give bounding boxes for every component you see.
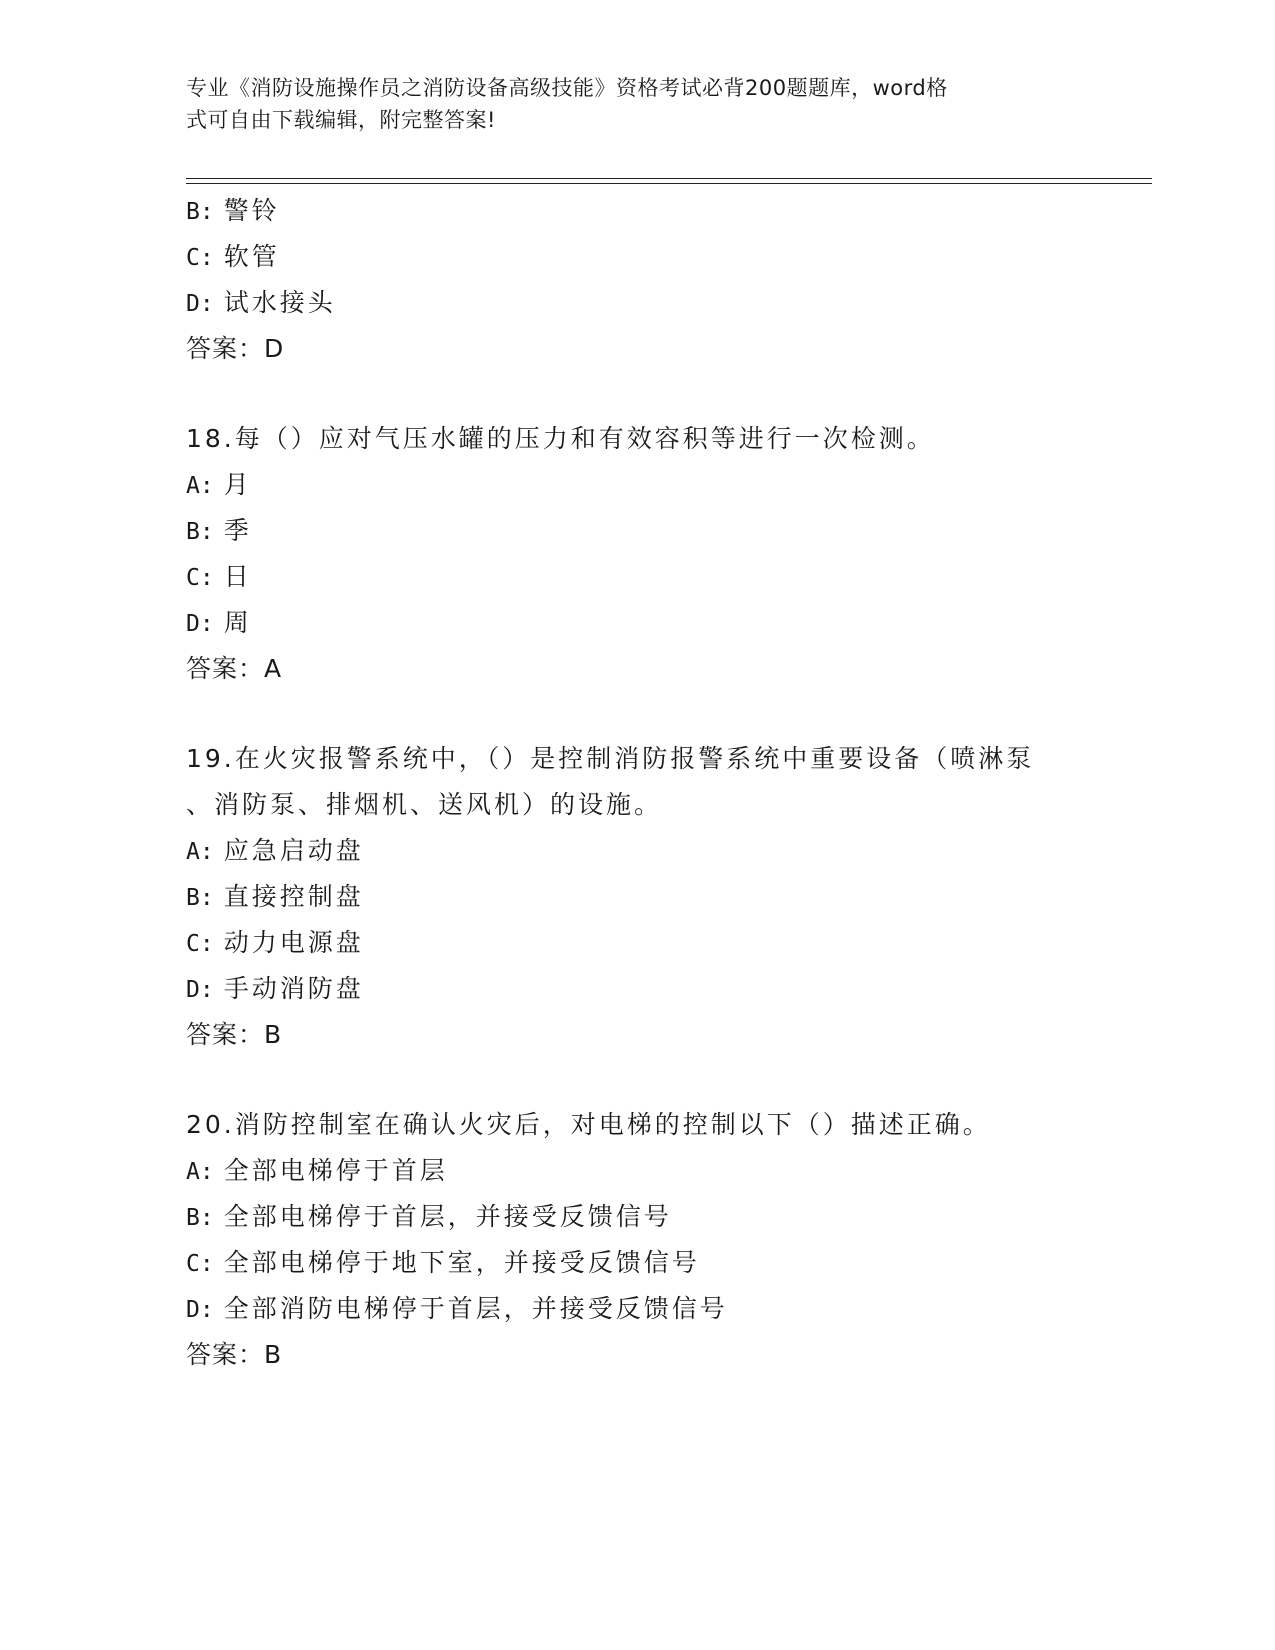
option-text: 动力电源盘 [223, 928, 364, 957]
answer-line: 答案：B [186, 1340, 283, 1369]
question-text-line2: 、消防泵、排烟机、送风机）的设施。 [186, 790, 663, 819]
header-divider-bottom [186, 183, 1152, 184]
option-a [186, 462, 1106, 508]
option-d [186, 1286, 1106, 1332]
question-text: 18.每（）应对气压水罐的压力和有效容积等进行一次检测。 [186, 424, 935, 453]
option-b [186, 508, 1106, 554]
answer-line: 答案：D [186, 334, 285, 363]
option-letter: D: [186, 291, 214, 317]
option-letter: C: [186, 245, 214, 271]
option-letter: C: [186, 1251, 214, 1277]
header-divider-top [186, 178, 1152, 179]
question-19 [186, 736, 1106, 1058]
option-c [186, 234, 1106, 280]
option-d [186, 966, 1106, 1012]
option-c [186, 554, 1106, 600]
option-b [186, 874, 1106, 920]
option-letter: D: [186, 611, 214, 637]
option-letter: B: [186, 885, 214, 911]
option-text: 试水接头 [223, 288, 336, 317]
option-letter: D: [186, 1297, 214, 1323]
option-d [186, 280, 1106, 326]
question-20 [186, 1102, 1106, 1378]
answer-line: 答案：A [186, 654, 283, 683]
option-text: 全部电梯停于地下室，并接受反馈信号 [223, 1248, 700, 1277]
question-18 [186, 416, 1106, 692]
option-letter: A: [186, 473, 214, 499]
option-letter: B: [186, 1205, 214, 1231]
option-text: 全部电梯停于首层 [223, 1156, 448, 1185]
header-title-line1: 专业《消防设施操作员之消防设备高级技能》资格考试必背200题题库，word格 [186, 76, 948, 100]
question-text: 20.消防控制室在确认火灾后，对电梯的控制以下（）描述正确。 [186, 1110, 991, 1139]
option-text: 应急启动盘 [223, 836, 364, 865]
option-text: 直接控制盘 [223, 882, 364, 911]
question-list [186, 188, 1106, 1378]
option-text: 月 [223, 470, 252, 499]
option-b [186, 188, 1106, 234]
option-d [186, 600, 1106, 646]
option-text: 软管 [223, 242, 280, 271]
option-text: 警铃 [223, 196, 280, 225]
option-a [186, 828, 1106, 874]
option-letter: B: [186, 199, 214, 225]
option-c [186, 1240, 1106, 1286]
option-text: 全部电梯停于首层，并接受反馈信号 [223, 1202, 672, 1231]
option-text: 周 [223, 608, 252, 637]
question-17-continued [186, 188, 1106, 372]
option-b [186, 1194, 1106, 1240]
option-text: 手动消防盘 [223, 974, 364, 1003]
option-letter: D: [186, 977, 214, 1003]
option-text: 全部消防电梯停于首层，并接受反馈信号 [223, 1294, 728, 1323]
document-header [186, 72, 1066, 136]
question-text-line1: 19.在火灾报警系统中，（）是控制消防报警系统中重要设备（喷淋泵 [186, 744, 1035, 773]
option-letter: A: [186, 1159, 214, 1185]
option-a [186, 1148, 1106, 1194]
header-title-line2: 式可自由下载编辑，附完整答案! [186, 108, 496, 132]
option-text: 季 [223, 516, 252, 545]
option-text: 日 [223, 562, 252, 591]
option-letter: B: [186, 519, 214, 545]
option-letter: C: [186, 565, 214, 591]
option-letter: A: [186, 839, 214, 865]
option-letter: C: [186, 931, 214, 957]
option-c [186, 920, 1106, 966]
answer-line: 答案：B [186, 1020, 283, 1049]
